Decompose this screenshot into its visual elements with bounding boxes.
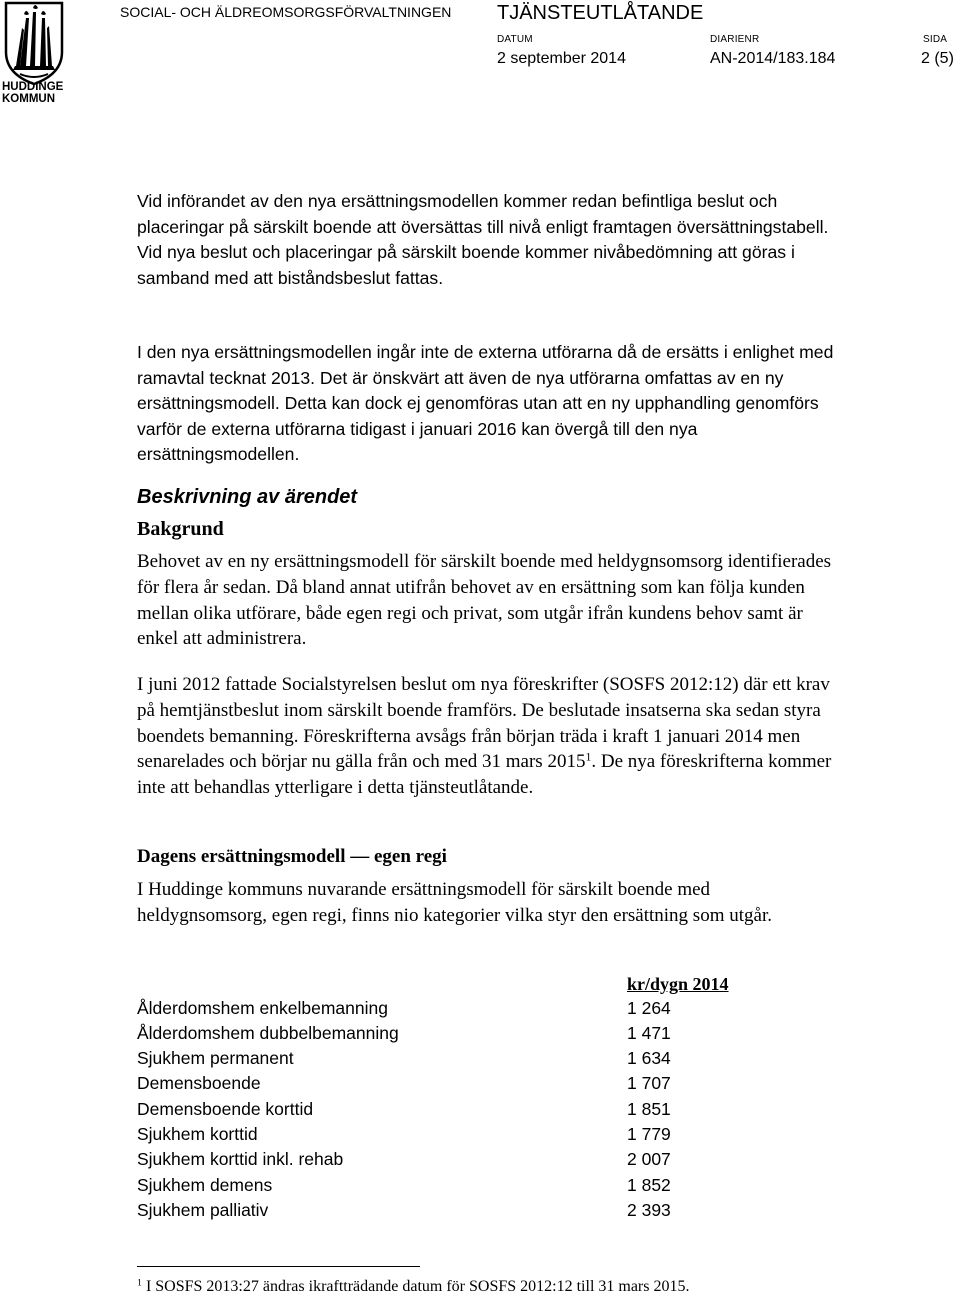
regulations-text: I juni 2012 fattade Socialstyrelsen beslut om nya föreskrifter (SOSFS 2012:12) där ett krav på hemtjänstbeslut inom särskilt boende framförs. De beslutade insatserna ska sedan styra boendets bemanning. Föreskrifterna avsågs från början träda i kraft 1 januari 2014 men senarelades och börjar nu gälla från och med 31 mars 2015 [137,674,830,773]
paragraph-background: Behovet av en ny ersättningsmodell för särskilt boende med heldygnsomsorg identifierades för flera år sedan. Då bland annat utifrån behovet av en ersättning som kan följa kunden mellan olika utförare, både egen regi och privat, som utgår ifrån kundens behov samt är enkel att administrera. [137,551,832,650]
department-name: SOCIAL- OCH ÄLDREOMSORGSFÖRVALTNINGEN [120,4,452,20]
table-cell-value: 1 707 [627,1073,671,1093]
table-cell-category: Sjukhem palliativ [137,1200,269,1220]
footnote-divider [137,1266,420,1267]
table-row [137,1048,697,1073]
table-cell-value: 1 852 [627,1175,671,1195]
paragraph-external-providers: I den nya ersättningsmodellen ingår inte de externa utförarna då de ersätts i enlighet med ramavtal tecknat 2013. Det är önskvärt att även de nya utförarna omfattas av en ny ersättningsmodell. Detta kan dock ej genomföras utan att en ny upphandling genomförs varför de externa utförarna tidigast i januari 2016 kan övergå till den nya ersättningsmodellen. [137,342,834,465]
sida-value: 2 (5) [921,50,954,67]
subheading-current-model: Dagens ersättningsmodell — egen regi [137,846,447,867]
datum-value: 2 september 2014 [497,50,626,67]
footnote [137,1278,689,1296]
datum-label: DATUM [497,34,533,45]
footnote-reference: 1 [585,750,592,764]
section-heading: Beskrivning av ärendet [137,486,358,508]
table-cell-category: Ålderdomshem dubbelbemanning [137,1023,399,1043]
table-cell-value: 2 007 [627,1149,671,1169]
table-row [137,1175,697,1200]
table-cell-value: 1 634 [627,1048,671,1068]
document-type: TJÄNSTEUTLÅTANDE [497,2,704,24]
table-cell-value: 1 779 [627,1124,671,1144]
table-cell-category: Sjukhem korttid [137,1124,258,1144]
table-cell-category: Ålderdomshem enkelbemanning [137,998,388,1018]
table-column-header: kr/dygn 2014 [627,974,729,994]
table-cell-value: 1 264 [627,998,671,1018]
footnote-text: I SOSFS 2013:27 ändras ikraftträdande datum för SOSFS 2012:12 till 31 mars 2015. [141,1278,690,1295]
subheading-background: Bakgrund [137,518,224,540]
table-row [137,1149,697,1174]
table-row [137,1073,697,1098]
diarienr-value: AN-2014/183.184 [710,50,836,67]
paragraph-current-model: I Huddinge kommuns nuvarande ersättningsmodell för särskilt boende med heldygnsomsorg, egen regi, finns nio kategorier vilka styr den ersättning som utgår. [137,879,772,926]
diarienr-label: DIARIENR [710,34,760,45]
paragraph-regulations [137,672,837,801]
logo-text-line-1: HUDDINGE [2,81,64,93]
logo-text-line-2: KOMMUN [2,93,56,105]
table-cell-category: Sjukhem korttid inkl. rehab [137,1149,344,1169]
table-row [137,998,697,1023]
logo-wordmark [2,81,63,105]
table-row [137,1099,697,1124]
table-cell-category: Sjukhem demens [137,1175,273,1195]
table-cell-category: Demensboende korttid [137,1099,314,1119]
table-row [137,1200,697,1225]
table-row [137,1124,697,1149]
table-cell-value: 1 471 [627,1023,671,1043]
table-row [137,1023,697,1048]
paragraph-introduction: Vid införandet av den nya ersättningsmodellen kommer redan befintliga beslut och placeringar på särskilt boende att översättas till nivå enligt framtagen översättningstabell. Vid nya beslut och placeringar på särskilt boende kommer nivåbedömning att göras i samband med att biståndsbeslut fattas. [137,191,829,288]
table-cell-category: Demensboende [137,1073,261,1093]
footnote-number: 1 [137,1277,142,1289]
table-cell-category: Sjukhem permanent [137,1048,294,1068]
regulations-text-end: . De nya föreskrifterna kommer inte att behandlas ytterligare i detta tjänsteutlåtande. [137,751,832,799]
table-cell-value: 1 851 [627,1099,671,1119]
sida-label: SIDA [923,34,948,45]
table-cell-value: 2 393 [627,1200,671,1220]
